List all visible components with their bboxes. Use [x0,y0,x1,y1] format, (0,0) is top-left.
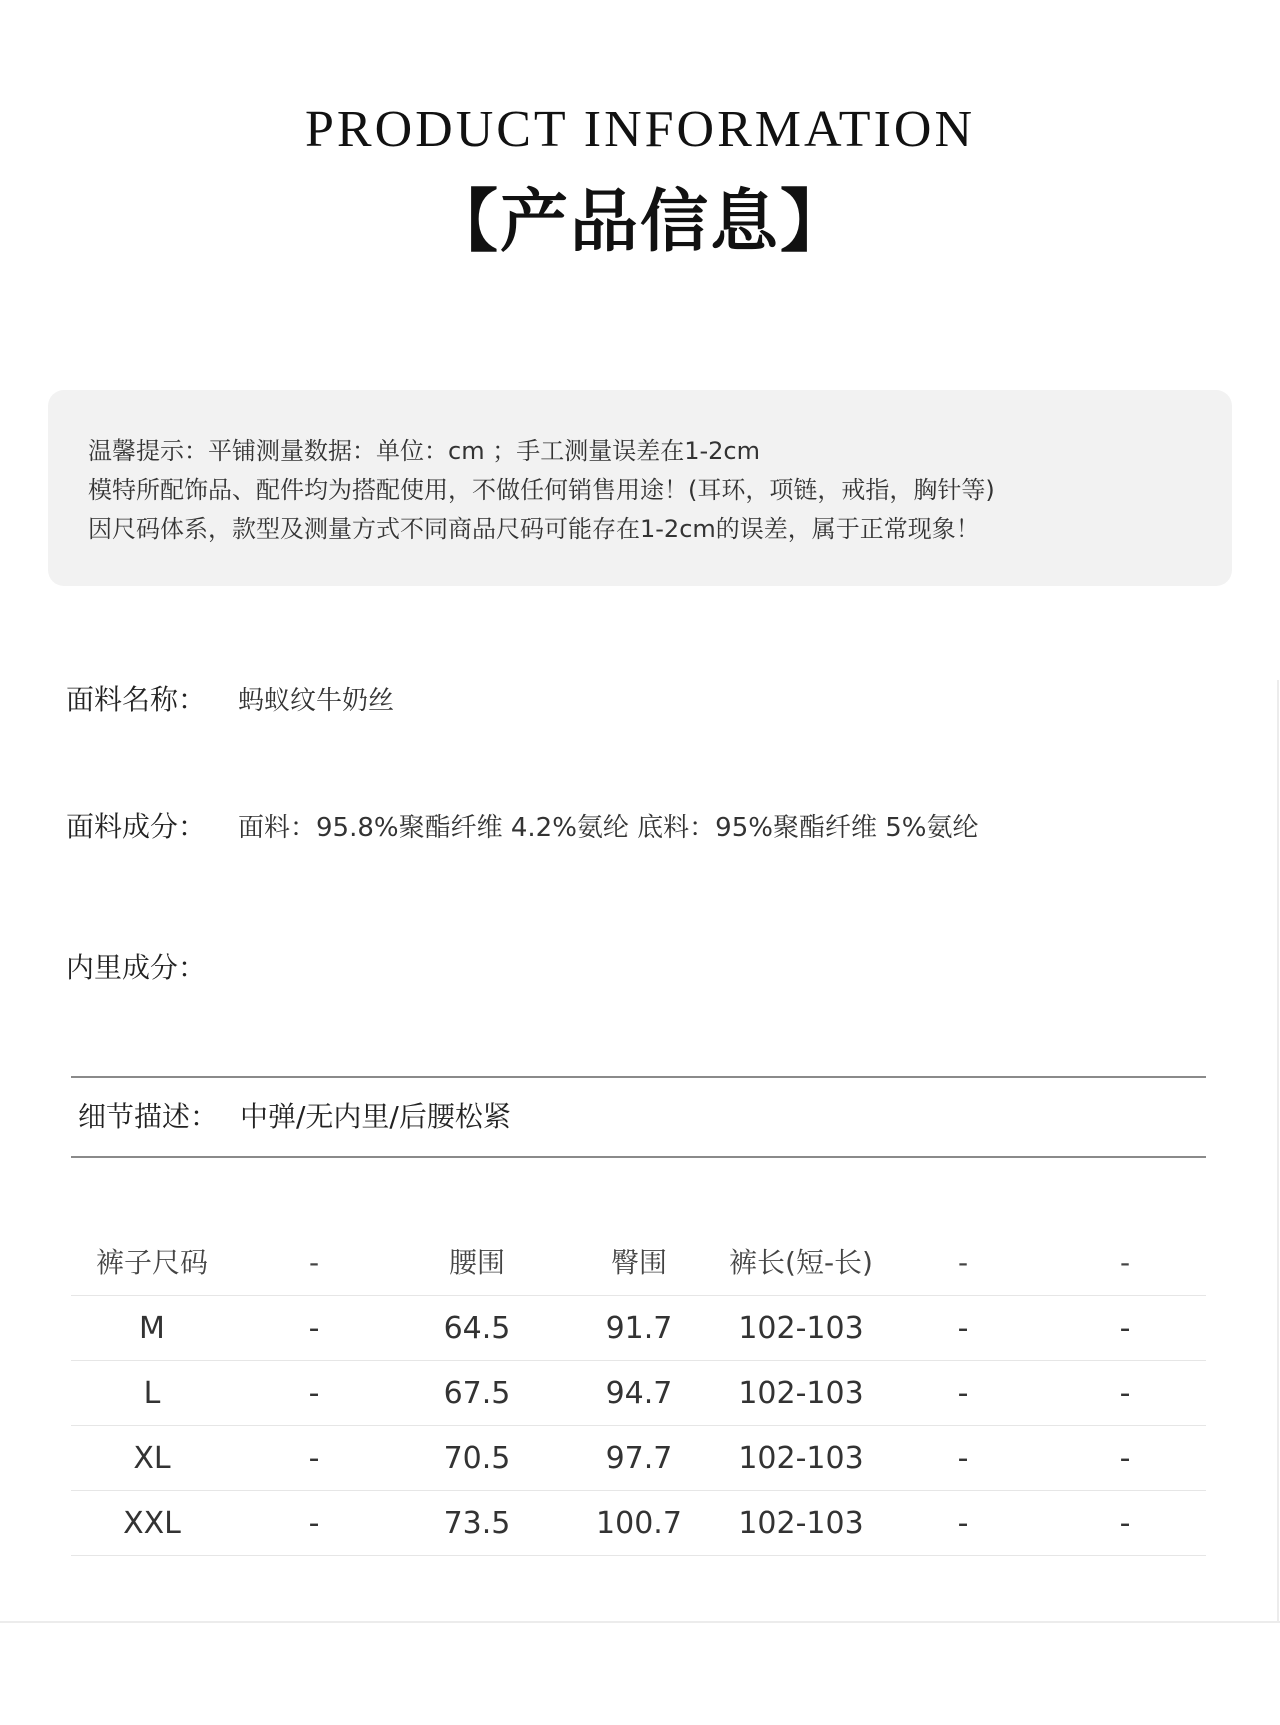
detail-label: 细节描述： [78,1100,219,1133]
size-table [71,1231,1206,1556]
table-cell: L [143,1376,161,1411]
table-row [71,1361,1206,1426]
table-cell: 67.5 [443,1376,511,1411]
table-cell: - [308,1311,320,1346]
table-cell: 102-103 [738,1376,864,1411]
table-cell: XL [133,1441,171,1476]
table-cell: - [1119,1441,1131,1476]
bottom-border [0,1621,1280,1623]
title-english: PRODUCT INFORMATION [304,101,975,158]
detail-row [78,1095,511,1139]
table-cell: 102-103 [738,1311,864,1346]
table-header-cell: - [1119,1246,1131,1279]
table-cell: - [1119,1376,1131,1411]
table-cell: 100.7 [596,1506,682,1541]
table-cell: 102-103 [738,1441,864,1476]
notice-line: 模特所配饰品、配件均为搭配使用，不做任何销售用途！(耳环，项链，戒指，胸针等) [88,476,995,504]
table-cell: 91.7 [605,1311,673,1346]
notice-box [48,390,1232,586]
table-cell: - [957,1376,969,1411]
table-cell: 102-103 [738,1506,864,1541]
table-header-cell: 臀围 [610,1246,667,1279]
title-chinese: 【产品信息】 [429,183,850,262]
table-cell: - [1119,1506,1131,1541]
table-row [71,1296,1206,1361]
table-cell: - [957,1506,969,1541]
table-row [71,1426,1206,1491]
table-cell: - [308,1376,320,1411]
fabric-composition-value: 面料：95.8%聚酯纤维 4.2%氨纶 底料：95%聚酯纤维 5%氨纶 [238,813,979,843]
detail-value: 中弹/无内里/后腰松紧 [240,1100,511,1133]
fabric-name-row [66,680,394,721]
fabric-name-label: 面料名称： [66,683,207,716]
table-header-cell: - [957,1246,969,1279]
table-cell: - [1119,1311,1131,1346]
table-cell: 70.5 [443,1441,511,1476]
fabric-composition-label: 面料成分： [66,810,207,843]
table-cell: 94.7 [605,1376,673,1411]
table-header-row [71,1231,1206,1296]
table-cell: - [957,1441,969,1476]
table-cell: - [308,1506,320,1541]
lining-composition-label: 内里成分： [66,951,207,984]
divider-bottom [71,1156,1206,1158]
notice-line: 温馨提示：平铺测量数据：单位：cm ；手工测量误差在1-2cm [88,437,760,465]
notice-line: 因尺码体系，款型及测量方式不同商品尺码可能存在1-2cm的误差，属于正常现象！ [88,515,980,543]
table-row [71,1491,1206,1556]
right-border [1277,680,1279,1622]
table-cell: - [957,1311,969,1346]
lining-composition-row [66,948,238,988]
divider-top [71,1076,1206,1078]
table-header-cell: 裤长(短-长) [729,1246,873,1279]
table-cell: M [139,1311,165,1346]
fabric-name-value: 蚂蚁纹牛奶丝 [238,686,395,716]
table-header-cell: 腰围 [448,1246,505,1279]
table-cell: 64.5 [443,1311,511,1346]
table-cell: 97.7 [605,1441,673,1476]
table-cell: XXL [123,1506,181,1541]
table-cell: - [308,1441,320,1476]
table-header-cell: - [308,1246,320,1279]
fabric-composition-row [66,807,978,848]
table-cell: 73.5 [443,1506,511,1541]
table-header-cell: 裤子尺码 [95,1246,208,1279]
